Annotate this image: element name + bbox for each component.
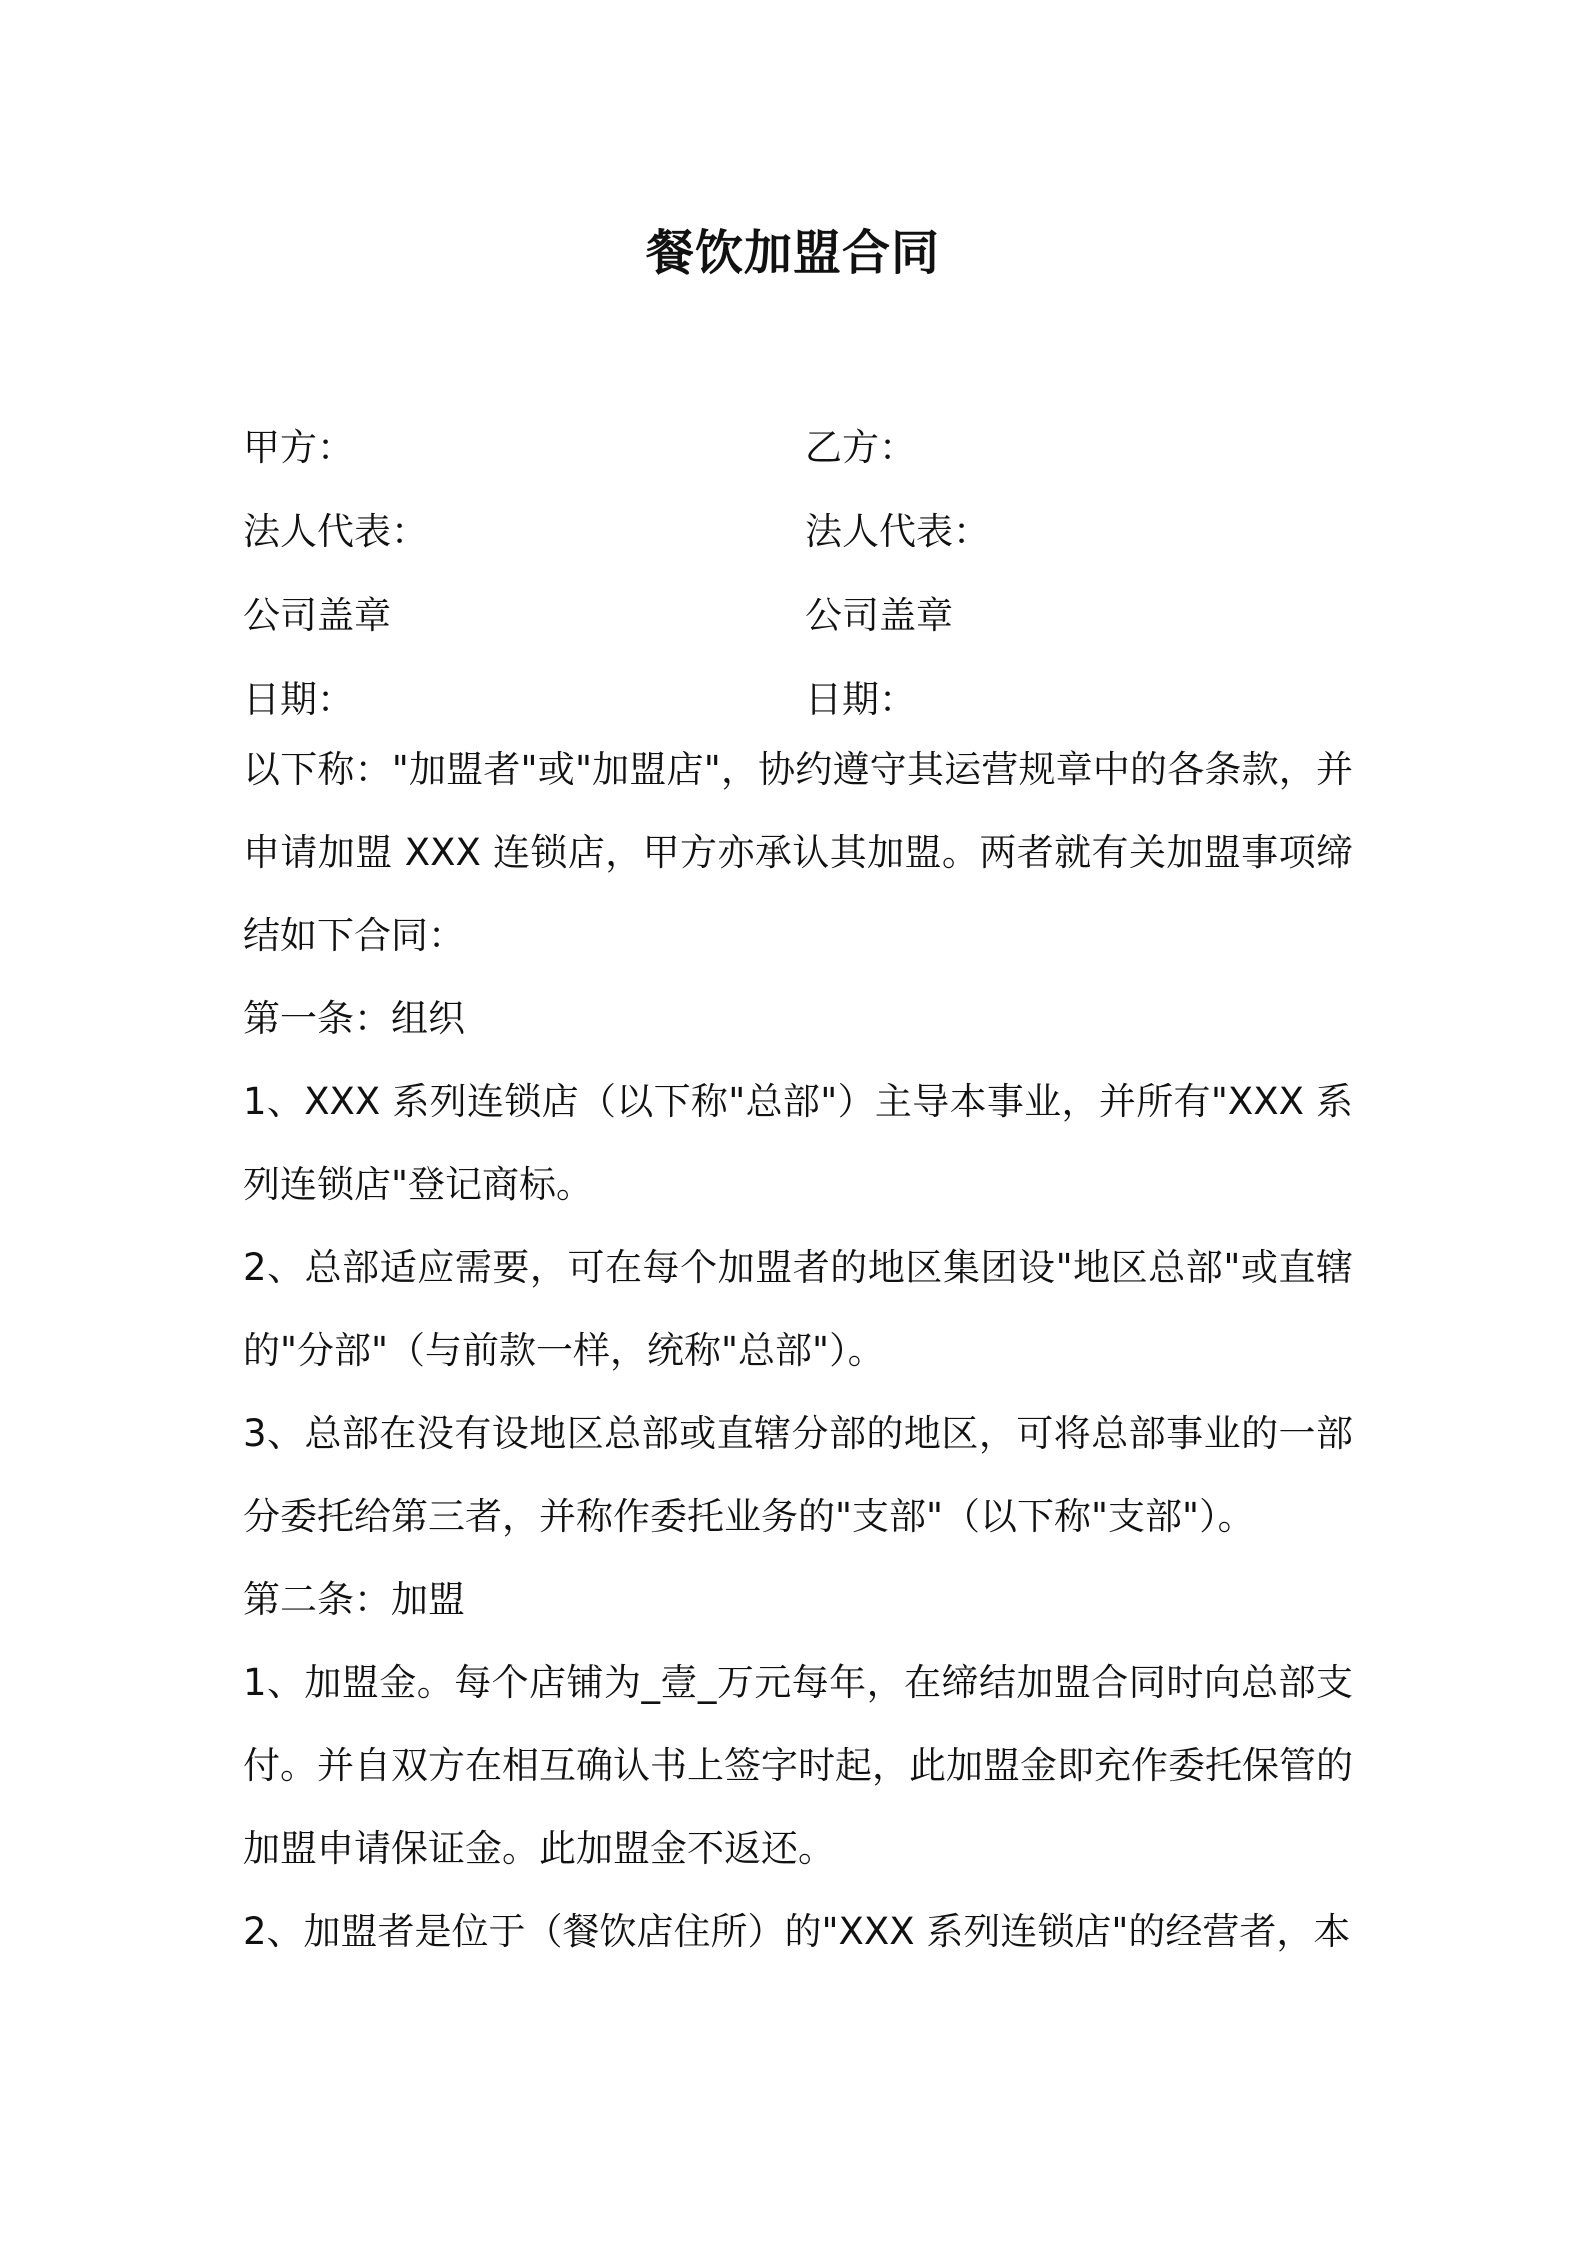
party-b-seal-label: 公司盖章	[805, 594, 953, 637]
party-a-date-label: 日期：	[243, 678, 354, 721]
clause-paragraph: 1、加盟金。每个店铺为_壹_万元每年，在缔结加盟合同时向总部支付。并自双方在相互确认书上签字时起，此加盟金即充作委托保管的加盟申请保证金。此加盟金不返还。	[243, 1661, 1353, 1870]
clause-paragraph: 1、XXX 系列连锁店（以下称"总部"）主导本事业，并所有"XXX 系列连锁店"登记商标。	[243, 1080, 1353, 1206]
clause-paragraph: 2、加盟者是位于（餐饮店住所）的"XXX 系列连锁店"的经营者，本	[243, 1910, 1351, 1953]
document-title: 餐饮加盟合同	[645, 225, 940, 281]
article-heading: 第一条：组织	[243, 997, 465, 1040]
party-a-block	[243, 406, 428, 742]
contract-body	[243, 728, 1353, 1973]
article-heading: 第二条：加盟	[243, 1578, 465, 1621]
clause-paragraph: 3、总部在没有设地区总部或直辖分部的地区，可将总部事业的一部分委托给第三者，并称作委托业务的"支部"（以下称"支部"）。	[243, 1412, 1353, 1538]
clause-paragraph: 2、总部适应需要，可在每个加盟者的地区集团设"地区总部"或直辖的"分部"（与前款一样，统称"总部"）。	[243, 1246, 1353, 1372]
party-a-rep-label: 法人代表：	[243, 510, 428, 553]
party-a-name-label: 甲方：	[243, 426, 354, 469]
party-b-name-label: 乙方：	[805, 426, 916, 469]
party-a-seal-label: 公司盖章	[243, 594, 391, 637]
party-b-rep-label: 法人代表：	[805, 510, 990, 553]
party-b-block	[805, 406, 990, 742]
intro-paragraph: 以下称："加盟者"或"加盟店"，协约遵守其运营规章中的各条款，并申请加盟 XXX 连锁店，甲方亦承认其加盟。两者就有关加盟事项缔结如下合同：	[243, 748, 1353, 957]
party-b-date-label: 日期：	[805, 678, 916, 721]
